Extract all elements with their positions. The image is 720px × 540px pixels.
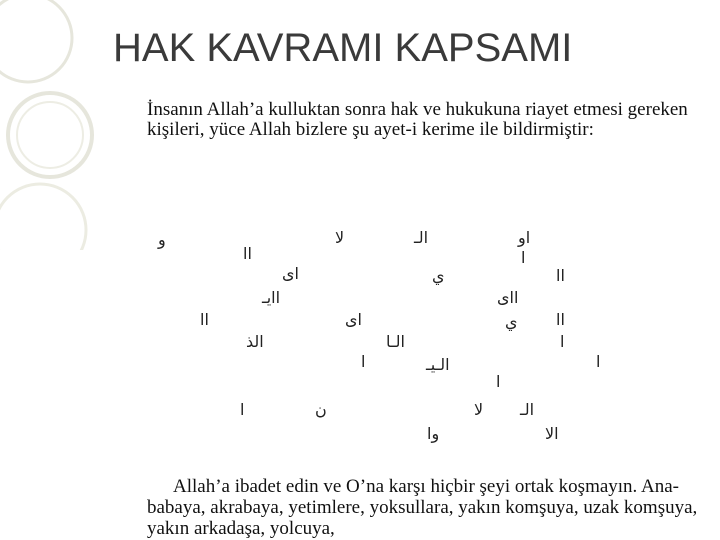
arabic-fragment: لا (474, 400, 484, 419)
arabic-fragment: الذ (246, 332, 264, 351)
arabic-fragment: لا (335, 228, 345, 247)
arabic-fragment: الـا (386, 332, 405, 351)
slide-title: HAK KAVRAMI KAPSAMI (113, 26, 573, 70)
translation-paragraph: Allah’a ibadet edin ve O’na karşı hiçbir şeyi ortak koşmayın. Ana-babaya, akrabaya, yetimlere, yoksullara, yakın komşuya, uzak komşuya, yakın arkadaşa, yolcuya, (147, 476, 698, 539)
arabic-fragment: ا (560, 332, 565, 351)
arabic-fragment: اا (243, 244, 252, 263)
arabic-fragment: وا (427, 424, 440, 443)
arabic-fragment: الـ (414, 228, 429, 247)
arabic-fragment: ا (496, 372, 501, 391)
arabic-fragment: اايـ (262, 288, 281, 307)
arabic-fragment: ا (361, 352, 366, 371)
arabic-fragment: الا (545, 424, 559, 443)
arabic-fragment: ااى (497, 288, 519, 307)
arabic-fragment: ي (505, 312, 518, 331)
arabic-fragment: ي (432, 266, 445, 285)
arabic-fragment: اا (556, 310, 565, 329)
arabic-fragment: الـ (520, 400, 535, 419)
arabic-fragment: ا (596, 352, 601, 371)
arabic-fragment: و (158, 230, 166, 249)
arabic-fragment: ن (315, 400, 327, 419)
arabic-fragment: او (518, 228, 531, 247)
arabic-fragment: اى (282, 264, 299, 283)
arabic-fragment: اا (200, 310, 209, 329)
arabic-fragment: ا (240, 400, 245, 419)
arabic-fragment: اى (345, 310, 362, 329)
intro-paragraph: İnsanın Allah’a kulluktan sonra hak ve hukukuna riayet etmesi gereken kişileri, yüce Allah bizlere şu ayet-i kerime ile bildirmiştir: (147, 99, 688, 140)
arabic-fragment: الـيـ (426, 355, 450, 374)
arabic-fragment: اا (556, 266, 565, 285)
arabic-fragment: ا (521, 248, 526, 267)
